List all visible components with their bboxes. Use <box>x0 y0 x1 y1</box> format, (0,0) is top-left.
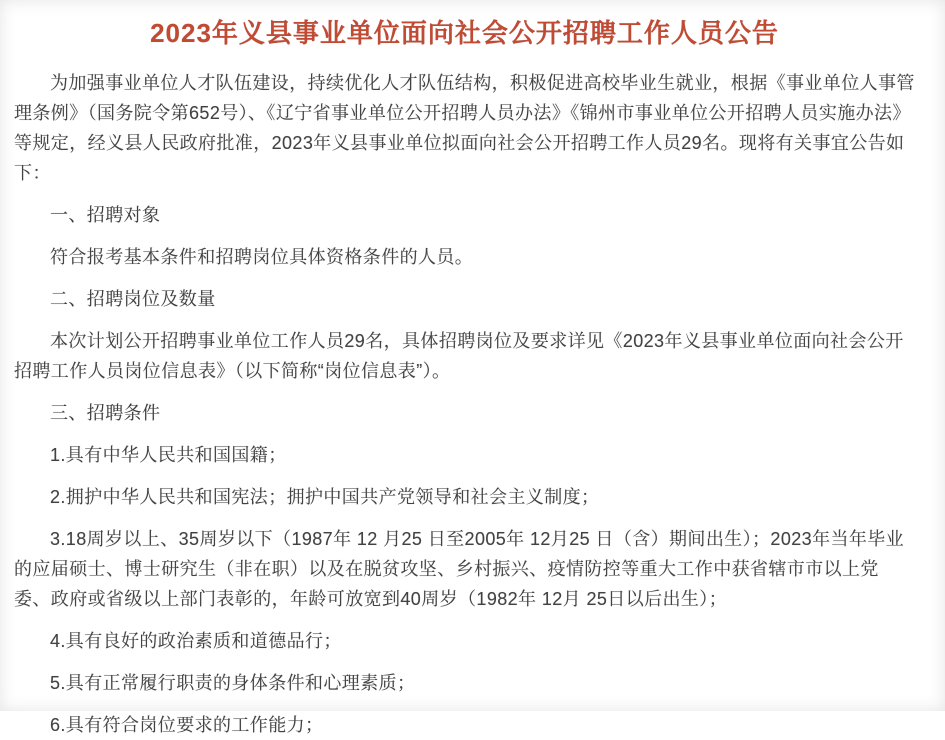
announcement-title: 2023年义县事业单位面向社会公开招聘工作人员公告 <box>150 18 779 48</box>
intro-paragraph: 为加强事业单位人才队伍建设，持续优化人才队伍结构，积极促进高校毕业生就业，根据《事业单位人事管理条例》（国务院令第652号）、《辽宁省事业单位公开招聘人员办法》《锦州市事业单位公开招聘人员实施办法》等规定，经义县人民政府批准，2023年义县事业单位拟面向社会公开招聘工作人员29名。现将有关事宜公告如下： <box>14 73 915 183</box>
section-3-condition-4: 4.具有良好的政治素质和道德品行； <box>50 631 342 651</box>
section-1-paragraph-1: 符合报考基本条件和招聘岗位具体资格条件的人员。 <box>50 247 474 267</box>
section-3-heading: 三、招聘条件 <box>50 403 161 423</box>
section-3-condition-5: 5.具有正常履行职责的身体条件和心理素质； <box>50 673 416 693</box>
section-3-condition-2: 2.拥护中华人民共和国宪法；拥护中国共产党领导和社会主义制度； <box>50 487 600 507</box>
section-1-heading: 一、招聘对象 <box>50 205 161 225</box>
section-3-condition-1: 1.具有中华人民共和国国籍； <box>50 445 287 465</box>
section-3-condition-3: 3.18周岁以上、35周岁以下（1987年 12 月25 日至2005年 12月25 日（含）期间出生）；2023年当年毕业的应届硕士、博士研究生（非在职）以及在脱贫攻坚、乡村振兴、疫情防控等重大工作中获省辖市市以上党委、政府或省级以上部门表彰的，年龄可放宽到40周岁（1982年 12月 25日以后出生）； <box>14 529 905 609</box>
section-2-heading: 二、招聘岗位及数量 <box>50 289 216 309</box>
section-2-paragraph-1: 本次计划公开招聘事业单位工作人员29名，具体招聘岗位及要求详见《2023年义县事业单位面向社会公开招聘工作人员岗位信息表》（以下简称“岗位信息表”）。 <box>14 331 904 381</box>
section-3-condition-6: 6.具有符合岗位要求的工作能力； <box>50 715 324 735</box>
